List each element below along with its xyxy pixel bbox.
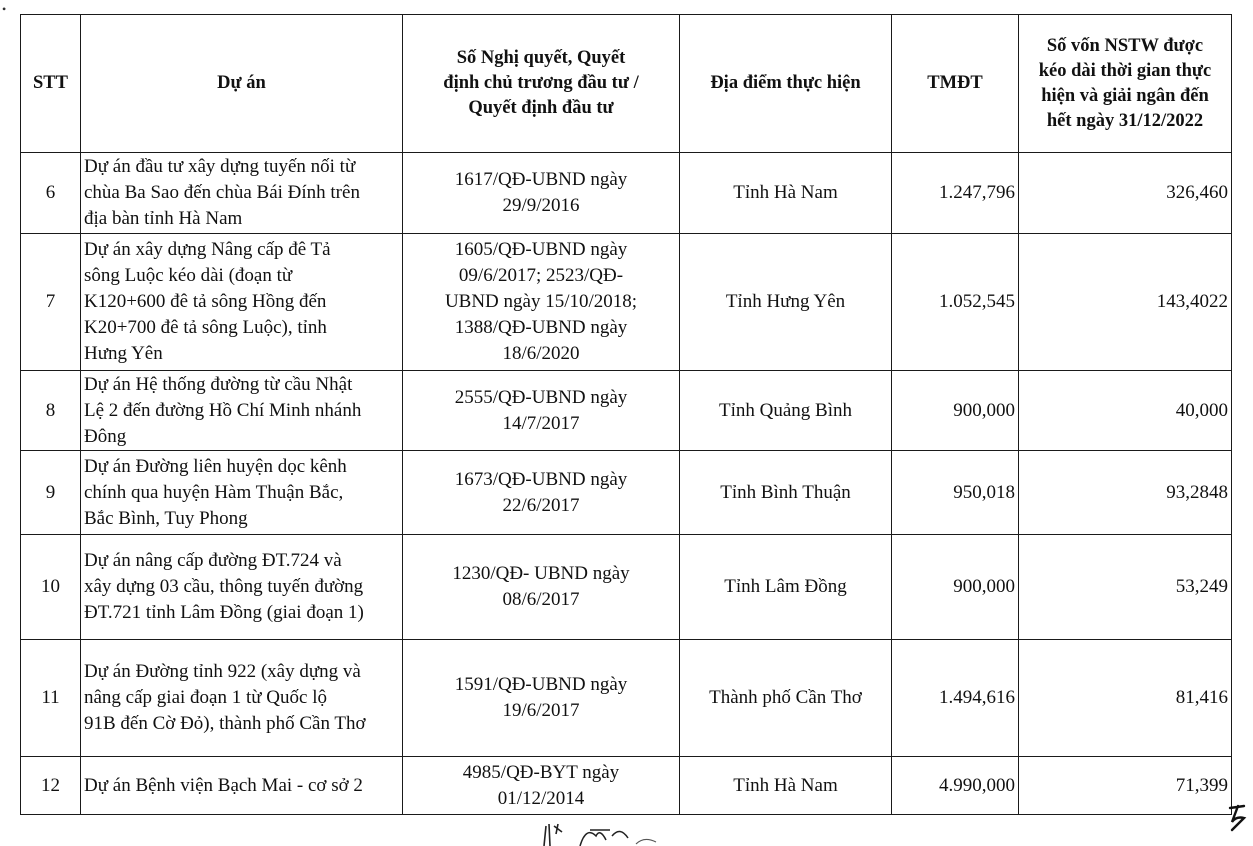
cell-location: Tỉnh Hà Nam [680, 153, 892, 234]
cell-stt: 9 [21, 451, 81, 535]
table-row [21, 640, 1232, 757]
cell-tmdt: 900,000 [892, 535, 1019, 640]
cell-project: Dự án đầu tư xây dựng tuyến nối từ chùa Ba Sao đến chùa Bái Đính trên địa bàn tỉnh Hà Nam [81, 153, 403, 234]
cell-capital: 53,249 [1019, 535, 1232, 640]
cell-project: Dự án Đường tỉnh 922 (xây dựng và nâng cấp giai đoạn 1 từ Quốc lộ 91B đến Cờ Đỏ), thành phố Cần Thơ [81, 640, 403, 757]
cell-decision: 4985/QĐ-BYT ngày 01/12/2014 [403, 757, 680, 815]
cell-capital: 143,4022 [1019, 234, 1232, 371]
cell-location: Tỉnh Lâm Đồng [680, 535, 892, 640]
table-row [21, 535, 1232, 640]
header-stt: STT [21, 15, 81, 153]
cell-capital: 93,2848 [1019, 451, 1232, 535]
cell-decision: 1673/QĐ-UBND ngày 22/6/2017 [403, 451, 680, 535]
header-decision: Số Nghị quyết, Quyết định chủ trương đầu tư / Quyết định đầu tư [403, 15, 680, 153]
cell-project: Dự án Đường liên huyện dọc kênh chính qua huyện Hàm Thuận Bắc, Bắc Bình, Tuy Phong [81, 451, 403, 535]
cell-location: Tỉnh Hưng Yên [680, 234, 892, 371]
stamp-fragment [540, 822, 690, 846]
cell-location: Tỉnh Hà Nam [680, 757, 892, 815]
cell-stt: 8 [21, 371, 81, 451]
table-row [21, 371, 1232, 451]
cell-capital: 326,460 [1019, 153, 1232, 234]
cell-location: Tỉnh Bình Thuận [680, 451, 892, 535]
header-project: Dự án [81, 15, 403, 153]
cell-tmdt: 4.990,000 [892, 757, 1019, 815]
cell-capital: 81,416 [1019, 640, 1232, 757]
header-location: Địa điểm thực hiện [680, 15, 892, 153]
cell-capital: 71,399 [1019, 757, 1232, 815]
cell-tmdt: 1.494,616 [892, 640, 1019, 757]
cell-tmdt: 1.052,545 [892, 234, 1019, 371]
cell-stt: 12 [21, 757, 81, 815]
cell-location: Tỉnh Quảng Bình [680, 371, 892, 451]
cell-decision: 2555/QĐ-UBND ngày 14/7/2017 [403, 371, 680, 451]
cell-decision: 1605/QĐ-UBND ngày 09/6/2017; 2523/QĐ- UBND ngày 15/10/2018; 1388/QĐ-UBND ngày 18/6/2020 [403, 234, 680, 371]
table-row [21, 153, 1232, 234]
header-capital: Số vốn NSTW được kéo dài thời gian thực hiện và giải ngân đến hết ngày 31/12/2022 [1019, 15, 1232, 153]
cell-project: Dự án nâng cấp đường ĐT.724 và xây dựng 03 cầu, thông tuyến đường ĐT.721 tỉnh Lâm Đồng (giai đoạn 1) [81, 535, 403, 640]
cell-decision: 1617/QĐ-UBND ngày 29/9/2016 [403, 153, 680, 234]
cell-tmdt: 900,000 [892, 371, 1019, 451]
cell-decision: 1230/QĐ- UBND ngày 08/6/2017 [403, 535, 680, 640]
cell-stt: 10 [21, 535, 81, 640]
cell-capital: 40,000 [1019, 371, 1232, 451]
signature-mark [1226, 802, 1250, 832]
cell-project: Dự án Hệ thống đường từ cầu Nhật Lệ 2 đến đường Hồ Chí Minh nhánh Đông [81, 371, 403, 451]
cell-location: Thành phố Cần Thơ [680, 640, 892, 757]
header-row [21, 15, 1232, 153]
cell-decision: 1591/QĐ-UBND ngày 19/6/2017 [403, 640, 680, 757]
cell-stt: 11 [21, 640, 81, 757]
cell-project: Dự án Bệnh viện Bạch Mai - cơ sở 2 [81, 757, 403, 815]
table-row [21, 234, 1232, 371]
scan-corner-mark: • [2, 2, 7, 16]
cell-stt: 7 [21, 234, 81, 371]
cell-tmdt: 1.247,796 [892, 153, 1019, 234]
table-row [21, 757, 1232, 815]
investment-projects-table [20, 14, 1232, 815]
header-tmdt: TMĐT [892, 15, 1019, 153]
table-row [21, 451, 1232, 535]
cell-tmdt: 950,018 [892, 451, 1019, 535]
cell-stt: 6 [21, 153, 81, 234]
cell-project: Dự án xây dựng Nâng cấp đê Tả sông Luộc kéo dài (đoạn từ K120+600 đê tả sông Hồng đến K20+700 đê tả sông Luộc), tỉnh Hưng Yên [81, 234, 403, 371]
